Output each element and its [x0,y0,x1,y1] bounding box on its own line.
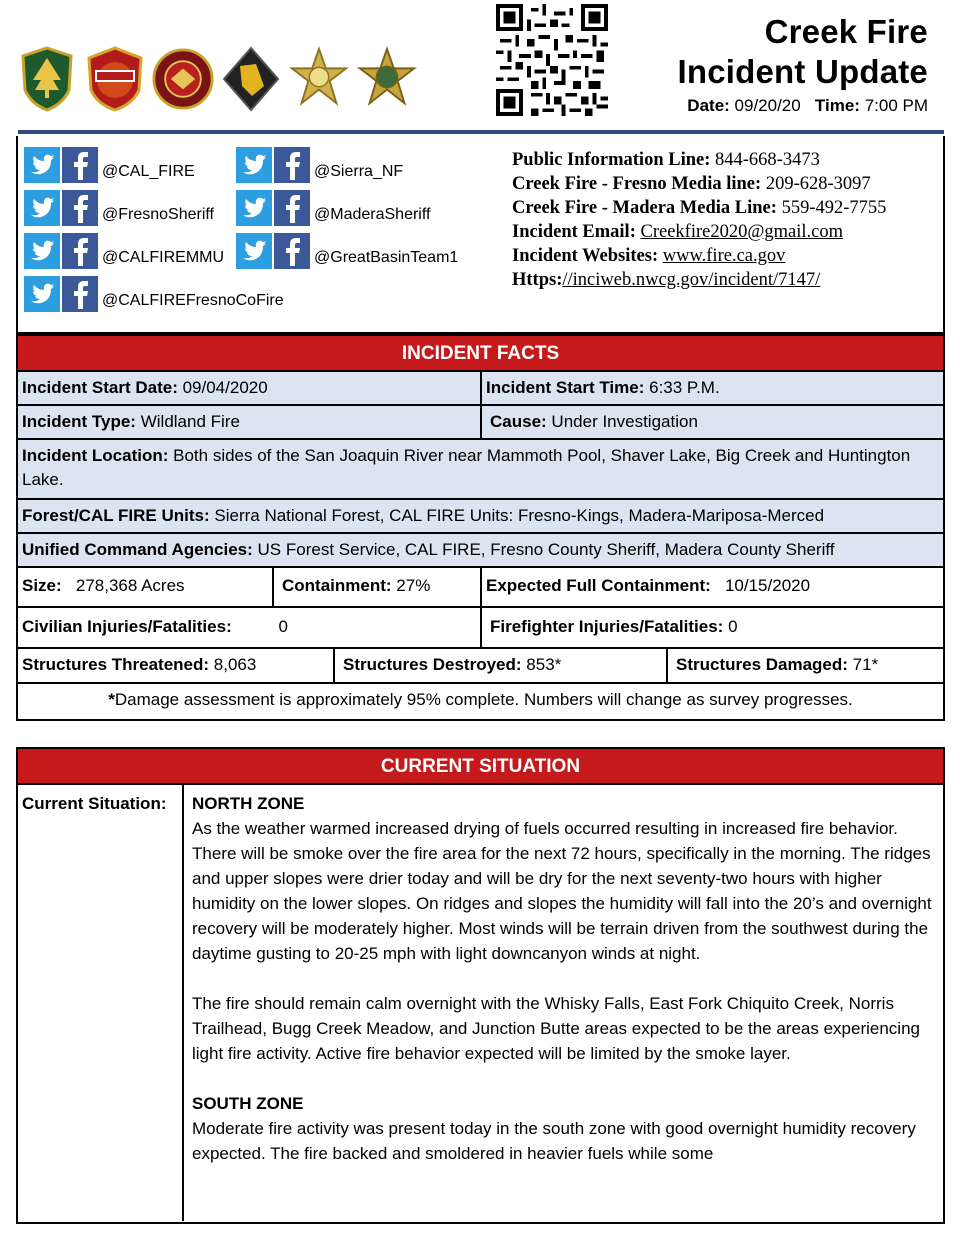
social-row[interactable] [236,226,458,269]
agencies-cell [18,534,943,566]
type-label: Incident Type: [22,412,136,431]
expected-label: Expected Full Containment: [486,576,711,595]
threatened-cell [18,649,335,682]
twitter-icon[interactable] [24,190,60,226]
incident-email [512,220,886,244]
situation-text [184,785,943,1221]
email-label: Incident Email: [512,222,636,242]
threatened-value: 8,063 [213,655,257,674]
start-time-label: Incident Start Time: [486,378,645,397]
civilian-label: Civilian Injuries/Fatalities: [22,617,232,636]
email-link[interactable]: Creekfire2020@gmail.com [640,222,843,242]
cause-cell [482,406,943,438]
location-cell [18,440,943,498]
social-handle[interactable]: @CALFIREFresnoCoFire [102,292,284,309]
twitter-icon[interactable] [24,276,60,312]
social-handle[interactable]: @GreatBasinTeam1 [314,249,459,266]
threatened-label: Structures Threatened: [22,655,210,674]
table-row [18,406,943,440]
contact-box [16,136,945,334]
type-value: Wildland Fire [140,412,240,431]
north-zone-paragraph-1: As the weather warmed increased drying of fuels occurred resulting in increased fire behavior. There will be smoke over the fire area for the next 72 hours, specifically in the morning. The ridges and upper slopes were drier today and will be dry for the next seventy-two hours with higher humidity on the lower slopes. On ridges and slopes the humidity will fall into the 20’s and overnight recovery will be moderately higher. Most winds will be terrain driven from the southwest during the daytime gusting to 20-25 mph with light downcanyon winds at night. [192,819,932,963]
location-value: Both sides of the San Joaquin River near Mammoth Pool, Shaver Lake, Big Creek and Huntington Lake. [22,446,911,489]
web-label: Incident Websites: [512,246,659,266]
mutual-aid-seal [152,42,214,116]
fresno-media-line [512,172,886,196]
qr-code[interactable] [496,4,608,116]
civilian-value: 0 [278,617,288,636]
containment-label: Containment: [282,576,392,595]
firefighter-label: Firefighter Injuries/Fatalities: [490,617,724,636]
containment-cell [274,568,482,606]
start-time-value: 6:33 P.M. [649,378,720,397]
social-column-right [236,140,458,269]
forest-service-logo [16,42,78,116]
current-situation-table [16,747,945,1224]
start-time-cell [482,372,943,404]
social-handle[interactable]: @CALFIREMMU [102,249,225,266]
date-value: 09/20/20 [734,96,801,115]
civilian-cell [18,608,482,647]
south-zone-paragraph-1: Moderate fire activity was present today in the south zone with good overnight humidity recovery expected. The fire backed and smoldered in heavier fuels while some [192,1119,916,1163]
facebook-icon[interactable] [62,276,98,312]
firefighter-cell [482,608,943,647]
website-link[interactable]: www.fire.ca.gov [662,246,786,266]
social-handle[interactable]: @MaderaSheriff [314,206,431,223]
north-zone-title: NORTH ZONE [192,794,305,813]
title-line-2: Incident Update [677,53,928,90]
damaged-value: 71* [852,655,879,674]
units-value: Sierra National Forest, CAL FIRE Units: Fresno-Kings, Madera-Mariposa-Merced [214,506,825,525]
twitter-icon[interactable] [236,147,272,183]
footnote-text: Damage assessment is approximately 95% complete. Numbers will change as survey progresses. [114,690,853,709]
pil-label: Public Information Line: [512,150,711,170]
twitter-icon[interactable] [236,190,272,226]
social-row[interactable] [24,269,284,312]
expected-cell [482,568,943,606]
facebook-icon[interactable] [62,147,98,183]
expected-value: 10/15/2020 [724,576,811,595]
situation-label: Current Situation: [18,785,184,1221]
type-cell [18,406,482,438]
table-row [18,440,943,500]
fresno-label: Creek Fire - Fresno Media line: [512,174,762,194]
destroyed-value: 853* [526,655,562,674]
madera-media-line [512,196,886,220]
size-cell [18,568,274,606]
public-info-line [512,148,886,172]
social-handle[interactable]: @CAL_FIRE [102,163,195,180]
location-label: Incident Location: [22,446,169,465]
south-zone-title: SOUTH ZONE [192,1094,304,1113]
table-row [18,568,943,608]
size-label: Size: [22,576,62,595]
cause-value: Under Investigation [551,412,698,431]
current-situation-heading: CURRENT SITUATION [18,749,943,785]
date-label: Date: [687,96,730,115]
start-date-value: 09/04/2020 [182,378,268,397]
containment-value: 27% [396,576,431,595]
title-line-1: Creek Fire [764,13,928,50]
title-block [677,12,928,116]
facebook-icon[interactable] [62,233,98,269]
start-date-cell [18,372,482,404]
time-value: 7:00 PM [864,96,928,115]
cal-fire-logo [84,42,146,116]
destroyed-cell [335,649,668,682]
madera-sheriff-star [356,42,418,116]
fresno-value[interactable]: 209-628-3097 [765,174,871,194]
twitter-icon[interactable] [24,147,60,183]
great-basin-logo [220,42,282,116]
inciweb-prefix: Https: [512,270,563,290]
incident-websites [512,244,886,268]
table-row [18,372,943,406]
madera-value[interactable]: 559-492-7755 [781,198,887,218]
table-row [18,608,943,649]
inciweb-link[interactable]: //inciweb.nwcg.gov/incident/7147/ [562,270,821,290]
firefighter-value: 0 [728,617,738,636]
twitter-icon[interactable] [24,233,60,269]
twitter-icon[interactable] [236,233,272,269]
table-row [18,649,943,684]
header-rule [18,130,944,134]
agency-logos [16,40,418,118]
table-row [18,684,943,719]
contact-info [512,148,886,292]
social-handle[interactable]: @FresnoSheriff [102,206,214,223]
social-row[interactable] [236,140,458,183]
incident-facts-table [16,334,945,721]
situation-body [18,785,943,1221]
fresno-sheriff-star [288,42,350,116]
damaged-label: Structures Damaged: [676,655,848,674]
damaged-cell [668,649,943,682]
date-time [677,96,928,116]
facebook-icon[interactable] [62,190,98,226]
table-row [18,500,943,534]
cause-label: Cause: [490,412,547,431]
size-value: 278,368 Acres [75,576,185,595]
footnote-star: * [108,690,115,709]
madera-label: Creek Fire - Madera Media Line: [512,198,777,218]
start-date-label: Incident Start Date: [22,378,178,397]
footnote-cell [18,684,943,719]
inciweb-line [512,268,886,292]
social-row[interactable] [236,183,458,226]
incident-facts-heading: INCIDENT FACTS [18,336,943,372]
destroyed-label: Structures Destroyed: [343,655,522,674]
social-handle[interactable]: @Sierra_NF [314,163,404,180]
time-label: Time: [814,96,860,115]
north-zone-paragraph-2: The fire should remain calm overnight with the Whisky Falls, East Fork Chiquito Creek, Norris Trailhead, Bugg Creek Meadow, and Junction Butte areas expected to be the areas experiencing light fire activity. Active fire behavior expected will be limited by the smoke layer. [192,994,920,1063]
table-row [18,534,943,568]
units-label: Forest/CAL FIRE Units: [22,506,210,525]
units-cell [18,500,943,532]
facebook-icon[interactable] [274,147,310,183]
facebook-icon[interactable] [274,190,310,226]
pil-value[interactable]: 844-668-3473 [715,150,820,170]
agencies-label: Unified Command Agencies: [22,540,253,559]
agencies-value: US Forest Service, CAL FIRE, Fresno County Sheriff, Madera County Sheriff [257,540,835,559]
facebook-icon[interactable] [274,233,310,269]
